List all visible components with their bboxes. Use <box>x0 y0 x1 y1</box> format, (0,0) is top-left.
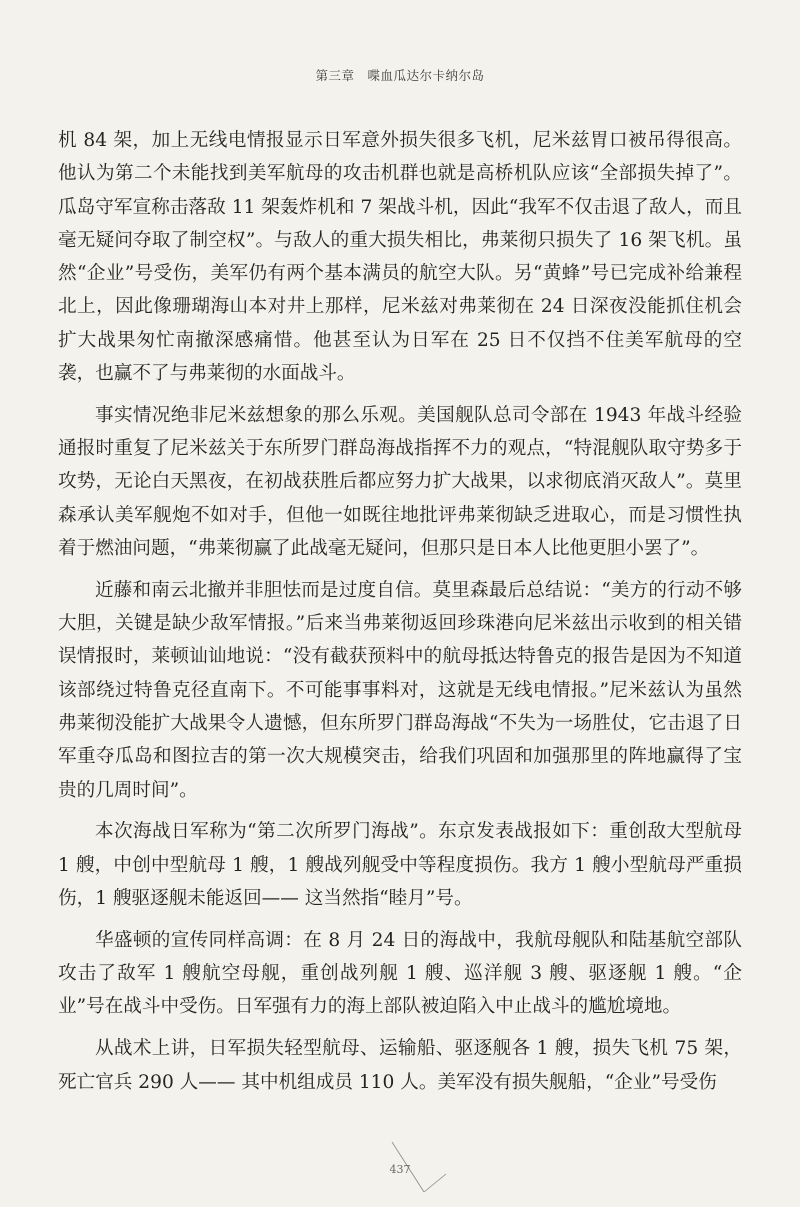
page-number: 437 <box>389 1163 411 1176</box>
paragraph: 华盛顿的宣传同样高调：在 8 月 24 日的海战中，我航母舰队和陆基航空部队攻击了敌军 1 艘航空母舰，重创战列舰 1 艘、巡洋舰 3 艘、驱逐舰 1 艘。“企业”号在战斗中受伤。日军强有力的海上部队被迫陷入中止战斗的尴尬境地。 <box>58 929 742 1018</box>
paragraph: 机 84 架，加上无线电情报显示日军意外损失很多飞机，尼米兹胃口被吊得很高。他认为第二个未能找到美军航母的攻击机群也就是高桥机队应该“全部损失掉了”。瓜岛守军宣称击落敌 11 架轰炸机和 7 架战斗机，因此“我军不仅击退了敌人，而且毫无疑问夺取了制空权”。与敌人的重大损失相比，弗莱彻只损失了 16 架飞机。虽然“企业”号受伤，美军仍有两个基本满员的航空大队。另“黄蜂”号已完成补给兼程北上，因此像珊瑚海山本对井上那样，尼米兹对弗莱彻在 24 日深夜没能抓住机会扩大战果匆忙南撤深感痛惜。他甚至认为日军在 25 日不仅挡不住美军航母的空袭，也赢不了与弗莱彻的水面战斗。 <box>58 130 742 385</box>
paragraph: 近藤和南云北撤并非胆怯而是过度自信。莫里森最后总结说：“美方的行动不够大胆，关键是缺少敌军情报。”后来当弗莱彻返回珍珠港向尼米兹出示收到的相关错误情报时，莱顿讪讪地说：“没有截获预料中的航母抵达特鲁克的报告是因为不知道该部绕过特鲁克径直南下。不可能事事料对，这就是无线电情报。”尼米兹认为虽然弗莱彻没能扩大战果令人遗憾，但东所罗门群岛海战“不失为一场胜仗，它击退了日军重夺瓜岛和图拉吉的第一次大规模突击，给我们巩固和加强那里的阵地赢得了宝贵的几周时间”。 <box>58 579 742 801</box>
paragraph: 本次海战日军称为“第二次所罗门海战”。东京发表战报如下：重创敌大型航母 1 艘，中创中型航母 1 艘，1 艘战列舰受中等程度损伤。我方 1 艘小型航母严重损伤，1 艘驱逐舰未能返回—— 这当然指“睦月”号。 <box>58 821 742 910</box>
paragraph: 从战术上讲，日军损失轻型航母、运输船、驱逐舰各 1 艘，损失飞机 75 架，死亡官兵 290 人—— 其中机组成员 110 人。美军没有损失舰船，“企业”号受伤 <box>58 1038 742 1093</box>
paragraph: 事实情况绝非尼米兹想象的那么乐观。美国舰队总司令部在 1943 年战斗经验通报时重复了尼米兹关于东所罗门群岛海战指挥不力的观点，“特混舰队取守势多于攻势，无论白天黑夜，在初战获胜后都应努力扩大战果，以求彻底消灭敌人”。莫里森承认美军舰炮不如对手，但他一如既往地批评弗莱彻缺乏进取心，而是习惯性执着于燃油问题，“弗莱彻赢了此战毫无疑问，但那只是日本人比他更胆小罢了”。 <box>58 404 742 560</box>
running-header: 第三章 喋血瓜达尔卡纳尔岛 <box>315 68 485 83</box>
body-text <box>58 124 742 1107</box>
